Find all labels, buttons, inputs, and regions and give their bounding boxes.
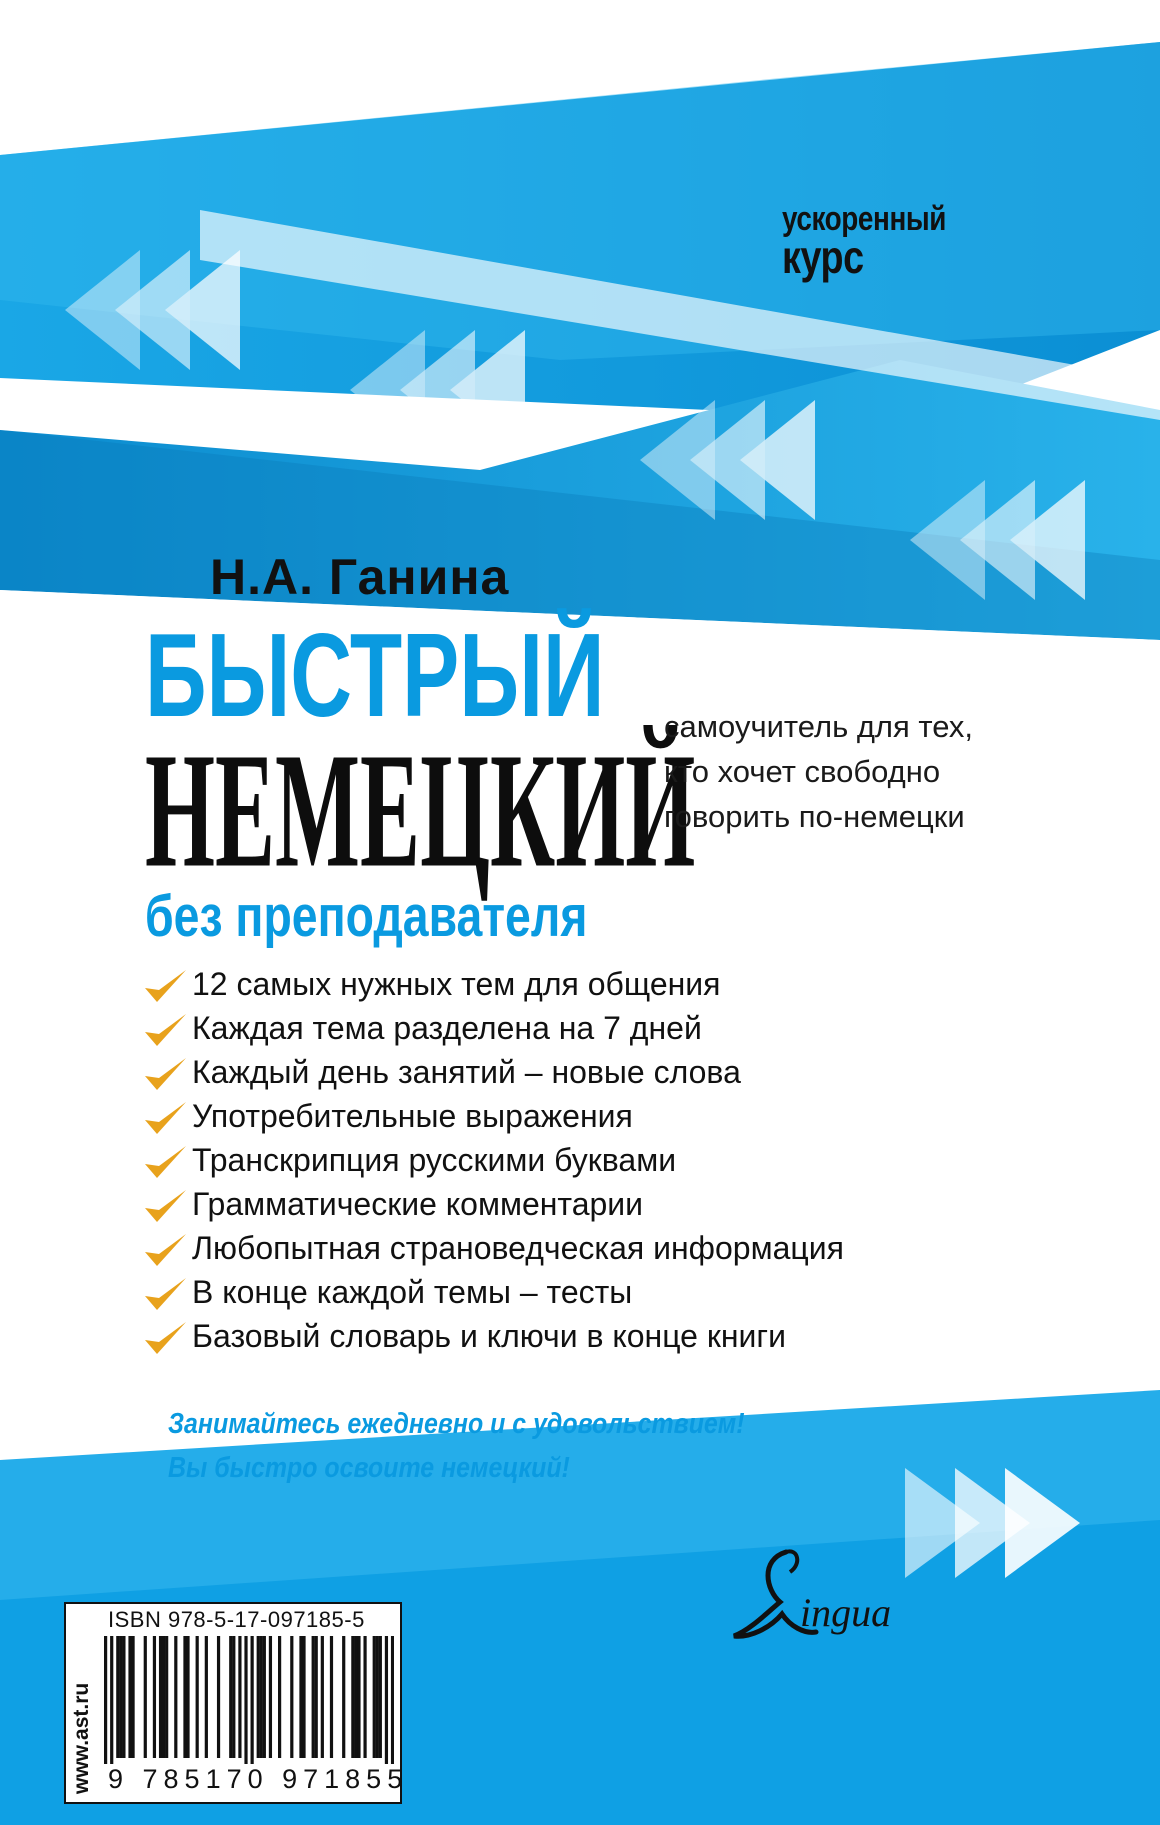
barcode-bar xyxy=(260,1636,263,1758)
barcode-bar xyxy=(119,1636,122,1758)
barcode-bar xyxy=(376,1636,379,1758)
barcode-bar xyxy=(312,1636,315,1758)
website-label xyxy=(66,1610,94,1798)
barcode-bar xyxy=(162,1636,165,1758)
feature-text: Любопытная страноведческая информация xyxy=(192,1230,844,1266)
barcode-bar xyxy=(174,1636,177,1758)
ean-digits: 9 785170 971855 xyxy=(108,1764,409,1794)
barcode-bar xyxy=(354,1636,357,1758)
badge-line2: курс xyxy=(782,231,864,283)
barcode-bar xyxy=(315,1636,318,1758)
barcode-bar xyxy=(379,1636,382,1758)
feature-item xyxy=(142,1270,844,1314)
feature-text: 12 самых нужных тем для общения xyxy=(192,966,721,1002)
svg-text:ingua: ingua xyxy=(800,1590,892,1635)
checkmark-icon xyxy=(142,1142,188,1182)
barcode-bar xyxy=(391,1636,394,1764)
barcode-bar xyxy=(330,1636,333,1758)
barcode-bar xyxy=(269,1636,272,1758)
barcode-bar xyxy=(110,1636,113,1764)
barcode-bar xyxy=(131,1636,134,1758)
slogan-line: Занимайтесь ежедневно и с удовольствием! xyxy=(168,1408,745,1440)
barcode-bar xyxy=(183,1636,186,1758)
feature-text: Транскрипция русскими буквами xyxy=(192,1142,677,1178)
feature-item xyxy=(142,1314,844,1358)
barcode-bar xyxy=(257,1636,260,1758)
barcode-bar xyxy=(159,1636,162,1758)
barcode-bar xyxy=(196,1636,199,1758)
barcode-bar xyxy=(357,1636,360,1758)
feature-item xyxy=(142,1138,844,1182)
barcode-bar xyxy=(116,1636,119,1758)
subtitle xyxy=(664,704,1044,839)
title-line1: БЫСТРЫЙ xyxy=(145,609,605,742)
checkmark-icon xyxy=(142,1098,188,1138)
feature-text: В конце каждой темы – тесты xyxy=(192,1274,633,1310)
barcode xyxy=(104,1636,394,1764)
website-text: www.ast.ru xyxy=(70,1682,93,1794)
subtitle-line: говорить по-немецки xyxy=(664,799,965,834)
feature-item xyxy=(142,1006,844,1050)
slogan-line: Вы быстро освоите немецкий! xyxy=(168,1452,570,1484)
barcode-bar xyxy=(278,1636,281,1758)
barcode-bar xyxy=(153,1636,156,1758)
checkmark-icon xyxy=(142,1318,188,1358)
barcode-bar xyxy=(165,1636,168,1758)
isbn-label: ISBN 978-5-17-097185-5 xyxy=(108,1607,365,1632)
publisher-logo xyxy=(720,1542,900,1652)
feature-item xyxy=(142,1226,844,1270)
barcode-bar xyxy=(373,1636,376,1758)
barcode-bar xyxy=(290,1636,293,1758)
feature-text: Каждая тема разделена на 7 дней xyxy=(192,1010,702,1046)
barcode-bar xyxy=(351,1636,354,1758)
barcode-bar xyxy=(299,1636,302,1758)
barcode-bar xyxy=(244,1636,247,1764)
feature-item xyxy=(142,1094,844,1138)
checkmark-icon xyxy=(142,966,188,1006)
slogan xyxy=(168,1402,745,1490)
barcode-bar xyxy=(144,1636,147,1758)
barcode-bar xyxy=(128,1636,131,1758)
barcode-bar xyxy=(251,1636,254,1764)
barcode-bar xyxy=(122,1636,125,1758)
barcode-bar xyxy=(321,1636,324,1758)
title-line2: НЕМЕЦКИЙ xyxy=(145,719,696,902)
barcode-bar xyxy=(186,1636,189,1758)
barcode-bar xyxy=(104,1636,107,1764)
author: Н.А. Ганина xyxy=(210,549,510,605)
feature-item xyxy=(142,1182,844,1226)
barcode-bar xyxy=(363,1636,366,1758)
badge-line1: ускоренный xyxy=(782,200,946,238)
barcode-bar xyxy=(205,1636,208,1758)
title-line3: без преподавателя xyxy=(145,884,588,949)
feature-text: Грамматические комментарии xyxy=(192,1186,644,1222)
subtitle-line: кто хочет свободно xyxy=(664,754,941,789)
checkmark-icon xyxy=(142,1054,188,1094)
barcode-bar xyxy=(302,1636,305,1758)
checkmark-icon xyxy=(142,1230,188,1270)
checkmark-icon xyxy=(142,1010,188,1050)
barcode-bar xyxy=(385,1636,388,1764)
course-badge xyxy=(782,200,946,283)
checkmark-icon xyxy=(142,1274,188,1314)
feature-item xyxy=(142,962,844,1006)
feature-list xyxy=(142,962,844,1358)
feature-text: Употребительные выражения xyxy=(192,1098,633,1134)
barcode-bar xyxy=(263,1636,266,1758)
barcode-bar xyxy=(229,1636,232,1758)
checkmark-icon xyxy=(142,1186,188,1226)
barcode-bar xyxy=(342,1636,345,1758)
barcode-bar xyxy=(217,1636,220,1758)
feature-text: Базовый словарь и ключи в конце книги xyxy=(192,1318,786,1354)
barcode-bar xyxy=(232,1636,235,1758)
feature-item xyxy=(142,1050,844,1094)
subtitle-line: самоучитель для тех, xyxy=(664,709,973,744)
barcode-bar xyxy=(238,1636,241,1758)
feature-text: Каждый день занятий – новые слова xyxy=(192,1054,741,1090)
